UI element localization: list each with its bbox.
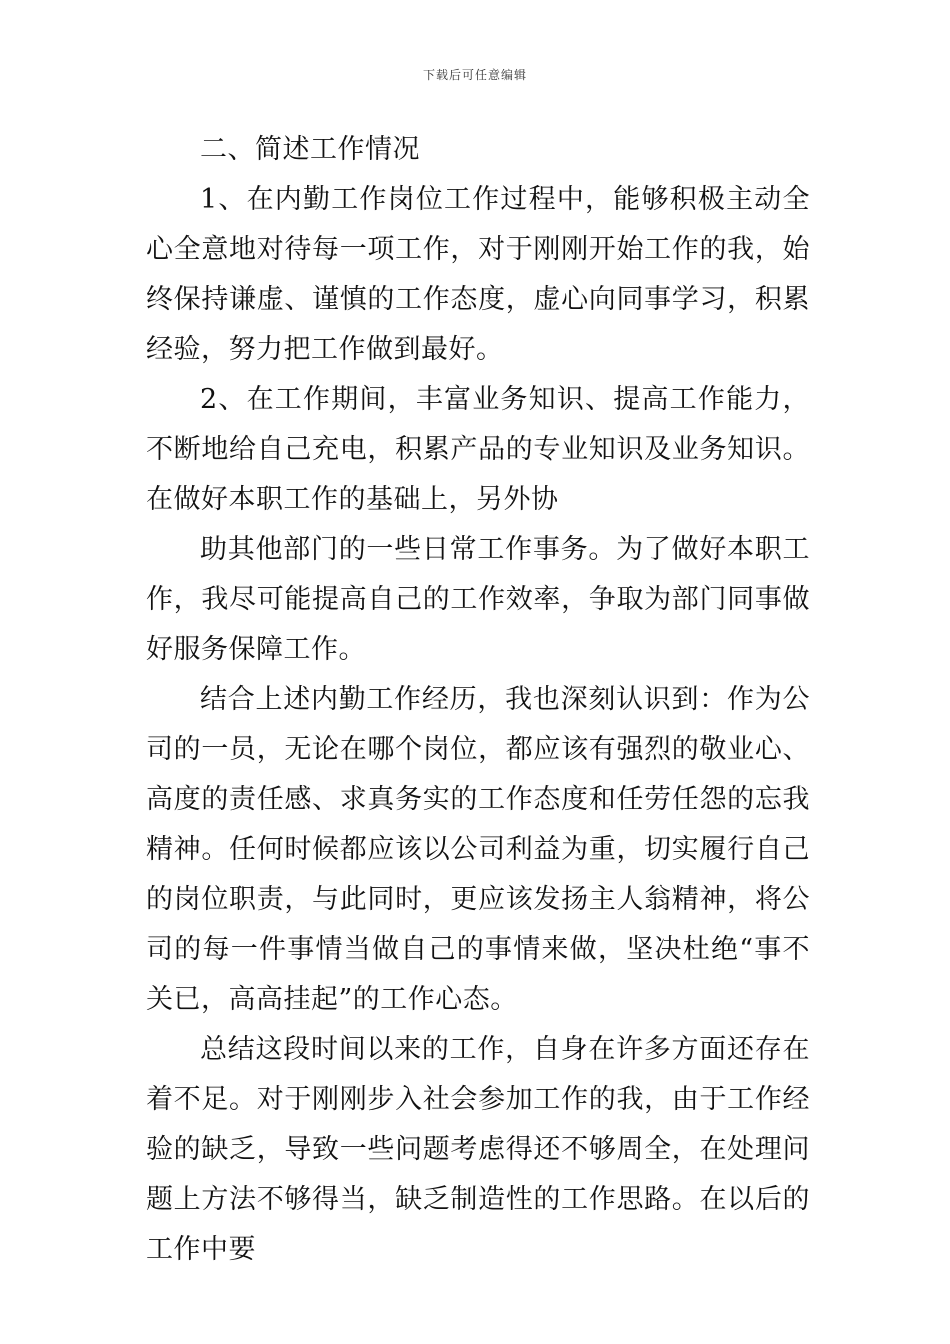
header-note: 下载后可任意编辑 bbox=[422, 68, 527, 82]
paragraph: 结合上述内勤工作经历，我也深刻认识到：作为公司的一员，无论在哪个岗位，都应该有强烈的敬业心、高度的责任感、求真务实的工作态度和任劳任怨的忘我精神。任何时候都应该以公司利益为重，切实履行自己的岗位职责，与此同时，更应该发扬主人翁精神，将公司的每一件事情当做自己的事情来做，坚决杜绝“事不关已，高高挂起”的工作心态。 bbox=[146, 684, 810, 1015]
paragraph: 1、在内勤工作岗位工作过程中，能够积极主动全心全意地对待每一项工作，对于刚刚开始工作的我，始终保持谦虚、谨慎的工作态度，虚心向同事学习，积累经验，努力把工作做到最好。 bbox=[146, 184, 810, 365]
paragraph: 助其他部门的一些日常工作事务。为了做好本职工作，我尽可能提高自己的工作效率，争取为部门同事做好服务保障工作。 bbox=[146, 534, 810, 665]
section-heading: 二、简述工作情况 bbox=[200, 134, 420, 165]
document-body bbox=[146, 125, 810, 1275]
paragraph: 2、在工作期间，丰富业务知识、提高工作能力，不断地给自己充电，积累产品的专业知识及业务知识。在做好本职工作的基础上，另外协 bbox=[146, 384, 810, 515]
paragraph: 总结这段时间以来的工作，自身在许多方面还存在着不足。对于刚刚步入社会参加工作的我，由于工作经验的缺乏，导致一些问题考虑得还不够周全，在处理问题上方法不够得当，缺乏制造性的工作思路。在以后的工作中要 bbox=[146, 1034, 810, 1265]
